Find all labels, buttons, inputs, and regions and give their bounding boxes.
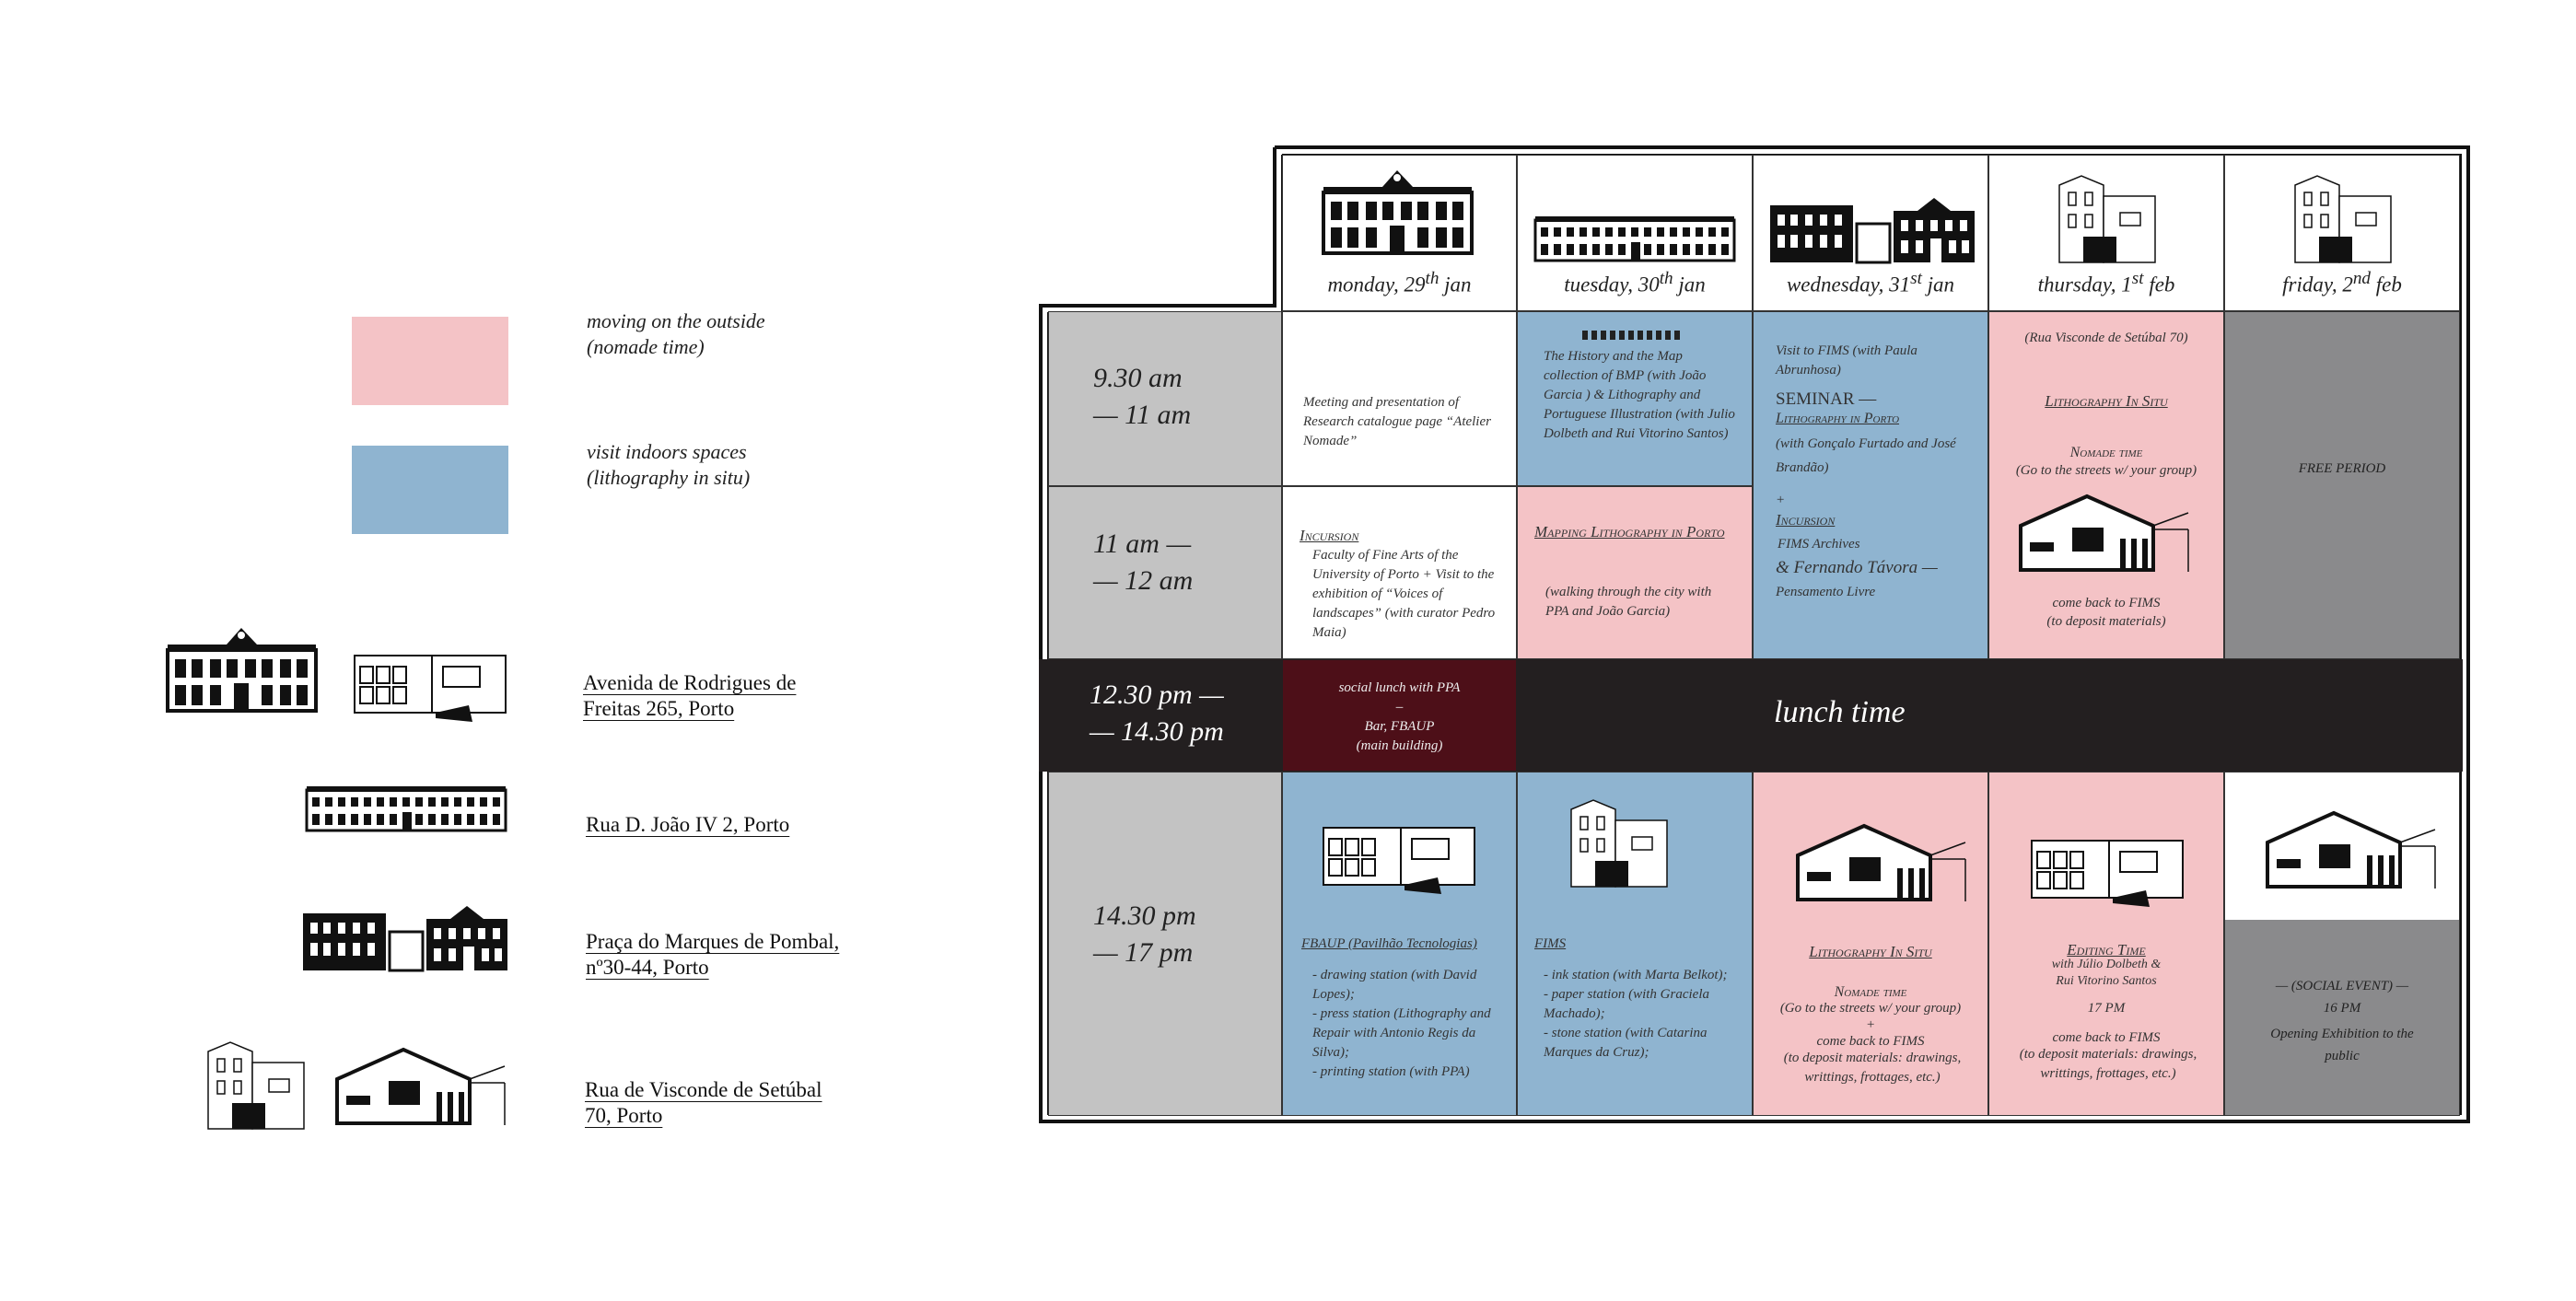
time-slot-4: 14.30 pm — 17 pm	[1048, 772, 1282, 1116]
cell-thursday-morning: (Rua Visconde de Setúbal 70) Lithography In Situ Nomade time (Go to the streets w/ your group) come back to FIMS (to deposit materials)	[1988, 311, 2224, 659]
time-slot-2: 11 am — — 12 am	[1048, 486, 1282, 659]
long-building-icon	[1531, 213, 1739, 262]
day-label-wednesday: wednesday, 31st jan	[1786, 269, 1955, 296]
narrow-house-icon	[1568, 796, 1671, 889]
long-building-icon	[305, 783, 507, 832]
modern-building-icon	[353, 654, 507, 724]
time-slot-3: 12.30 pm — — 14.30 pm	[1039, 659, 1282, 772]
cell-monday-morning: Meeting and presentation of Research catalogue page “Atelier Nomade”	[1282, 311, 1517, 486]
legend-swatch-outside	[352, 317, 508, 405]
cell-thursday-afternoon: Editing Time with Júlio Dolbeth & Rui Vitorino Santos 17 PM come back to FIMS (to deposit materials: drawings, writtings, frottages, etc.)	[1988, 772, 2224, 1116]
cell-friday-afternoon: — (SOCIAL EVENT) — 16 PM Opening Exhibition to the public	[2224, 772, 2460, 1116]
modern-building-icon	[1322, 826, 1476, 896]
day-label-monday: monday, 29th jan	[1327, 269, 1472, 296]
cell-tuesday-morning: The History and the Map collection of BMP (with João Garcia ) & Lithography and Portuguese Illustration (with Julio Dolbeth and Rui Vitorino Santos)	[1517, 311, 1753, 486]
gabled-house-icon	[2264, 809, 2439, 892]
modern-building-icon	[2030, 839, 2185, 909]
location-address-3: Praça do Marques de Pombal, nº30-44, Porto	[586, 930, 840, 979]
day-header-friday	[2224, 155, 2460, 311]
gabled-house-icon	[2017, 493, 2192, 575]
legend-swatch-indoors	[352, 446, 508, 534]
day-header-tuesday	[1517, 155, 1753, 311]
day-header-wednesday	[1753, 155, 1988, 311]
narrow-house-icon	[2056, 172, 2159, 264]
cell-monday-lunch: social lunch with PPA – Bar, FBAUP (main building)	[1282, 659, 1517, 772]
legend-label-outside: moving on the outside (nomade time)	[587, 309, 765, 358]
gabled-house-icon	[1794, 822, 1969, 905]
legend-label-indoors: visit indoors spaces (lithography in situ)	[587, 440, 751, 489]
day-label-thursday: thursday, 1st feb	[2037, 269, 2175, 296]
day-label-tuesday: tuesday, 30th jan	[1564, 269, 1706, 296]
time-slot-1: 9.30 am — 11 am	[1048, 311, 1282, 486]
cell-friday-morning: FREE PERIOD	[2224, 311, 2460, 659]
narrow-house-icon	[2291, 172, 2395, 264]
redacted-mark	[1582, 331, 1684, 340]
townhouses-icon	[301, 904, 509, 972]
cell-tuesday-afternoon: FIMS - ink station (with Marta Belkot); - paper station (with Graciela Machado); - stone station (with Catarina Marques da Cruz);	[1517, 772, 1753, 1116]
palace-building-icon	[166, 622, 318, 714]
location-address-1: Avenida de Rodrigues de Freitas 265, Porto	[583, 671, 797, 720]
lunch-time-band: lunch time	[1517, 659, 2463, 772]
gabled-house-icon	[333, 1046, 508, 1129]
cell-wednesday-afternoon: Lithography In Situ Nomade time (Go to the streets w/ your group) + come back to FIMS (to deposit materials: drawings, writtings, frottages, etc.)	[1753, 772, 1988, 1116]
palace-building-icon	[1322, 165, 1474, 257]
location-address-2: Rua D. João IV 2, Porto	[586, 813, 790, 836]
day-header-thursday	[1988, 155, 2224, 311]
friday-image-panel	[2225, 772, 2459, 920]
narrow-house-icon	[204, 1039, 308, 1131]
cell-monday-midday: Incursion Faculty of Fine Arts of the University of Porto + Visit to the exhibition of “Voices of landscapes” (with curator Pedro Maia)	[1282, 486, 1517, 659]
location-address-4: Rua de Visconde de Setúbal 70, Porto	[585, 1078, 822, 1127]
townhouses-icon	[1768, 196, 1976, 264]
day-header-monday	[1282, 155, 1517, 311]
cell-tuesday-midday: Mapping Lithography in Porto (walking through the city with PPA and João Garcia)	[1517, 486, 1753, 659]
day-label-friday: friday, 2nd feb	[2282, 269, 2402, 296]
cell-wednesday-morning: Visit to FIMS (with Paula Abrunhosa) SEMINAR — Lithography in Porto (with Gonçalo Furtado and José Brandão) + Incursion FIMS Archives & Fernando Távora — Pensamento Livre	[1753, 311, 1988, 659]
cell-monday-afternoon: FBAUP (Pavilhão Tecnologias) - drawing station (with David Lopes); - press station (Lithography and Repair with Antonio Regis da Silva); - printing station (with PPA)	[1282, 772, 1517, 1116]
